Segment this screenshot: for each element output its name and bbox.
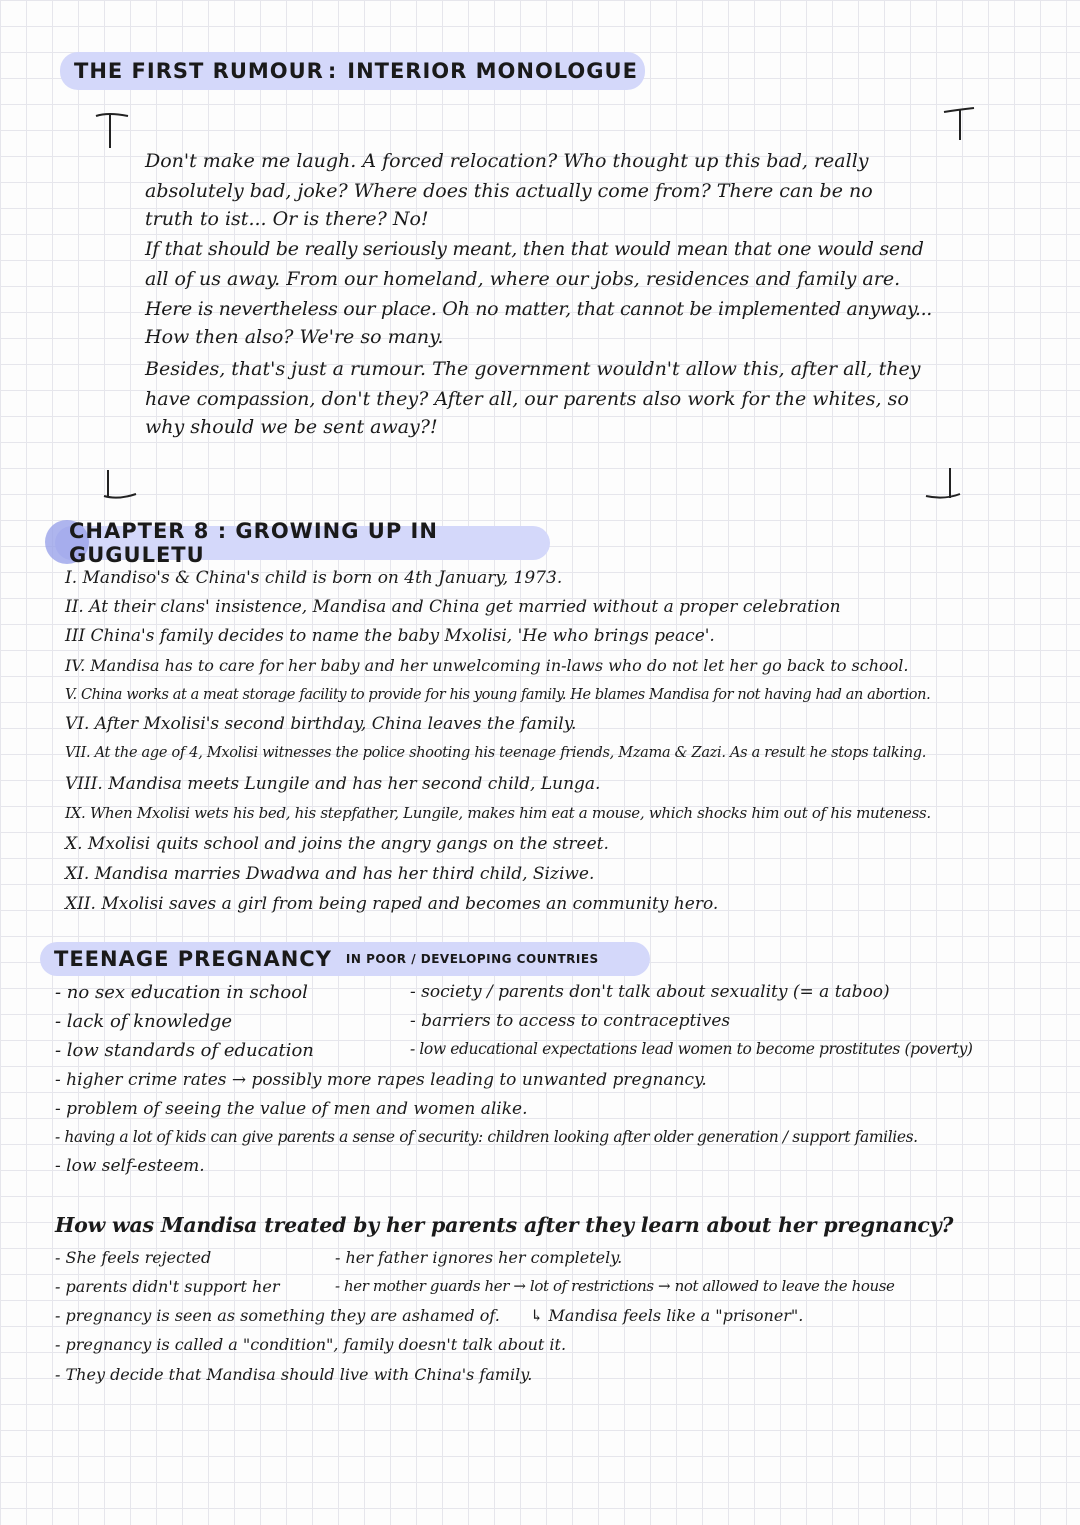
monologue-line: How then also? We're so many.	[145, 326, 444, 348]
corner-bottom-left	[98, 466, 142, 506]
rumour-heading-sub: INTERIOR MONOLOGUE	[347, 59, 638, 83]
teen-item: - having a lot of kids can give parents a sense of security: children looking after older generation / support families.	[55, 1128, 918, 1146]
monologue-line: why should we be sent away?!	[145, 416, 438, 438]
question-title: How was Mandisa treated by her parents after they learn about her pregnancy?	[55, 1213, 954, 1237]
chapter-item: IX. When Mxolisi wets his bed, his stepfather, Lungile, makes him eat a mouse, which shocks him out of his muteness.	[65, 804, 931, 822]
chapter-item: II. At their clans' insistence, Mandisa and China get married without a proper celebration	[65, 597, 841, 617]
teen-left-item: - lack of knowledge	[55, 1011, 233, 1032]
monologue-line: Besides, that's just a rumour. The government wouldn't allow this, after all, they	[145, 358, 921, 380]
chapter-item: V. China works at a meat storage facility to provide for his young family. He blames Mandisa for not having had an abortion.	[65, 687, 931, 703]
corner-top-left	[92, 112, 132, 152]
monologue-line: absolutely bad, joke? Where does this actually come from? There can be no	[145, 180, 873, 202]
teen-item: - problem of seeing the value of men and women alike.	[55, 1099, 528, 1119]
chapter-item: XII. Mxolisi saves a girl from being raped and becomes an community hero.	[65, 894, 719, 914]
chapter-heading	[55, 519, 550, 567]
answer-left-item: - pregnancy is seen as something they are ashamed of.	[55, 1306, 500, 1325]
chapter-item: XI. Mandisa marries Dwadwa and has her third child, Siziwe.	[65, 864, 595, 884]
rumour-heading-colon: :	[327, 59, 338, 83]
answer-left-item: - pregnancy is called a "condition", family doesn't talk about it.	[55, 1335, 567, 1354]
teen-subtitle: IN POOR / DEVELOPING COUNTRIES	[345, 952, 599, 966]
chapter-item: VIII. Mandisa meets Lungile and has her second child, Lunga.	[65, 774, 601, 794]
chapter-item: I. Mandiso's & China's child is born on 4th January, 1973.	[65, 568, 563, 588]
answer-right-item: - her mother guards her → lot of restrictions → not allowed to leave the house	[335, 1277, 895, 1295]
monologue-line: all of us away. From our homeland, where our jobs, residences and family are.	[145, 268, 901, 290]
teen-right-item: - barriers to access to contraceptives	[410, 1011, 731, 1031]
teen-item: - higher crime rates → possibly more rapes leading to unwanted pregnancy.	[55, 1070, 707, 1090]
monologue-line: have compassion, don't they? After all, our parents also work for the whites, so	[145, 388, 909, 410]
monologue-line: Don't make me laugh. A forced relocation? Who thought up this bad, really	[145, 150, 869, 172]
teen-heading	[40, 942, 650, 976]
teen-left-item: - no sex education in school	[55, 982, 308, 1003]
chapter-item: IV. Mandisa has to care for her baby and her unwelcoming in-laws who do not let her go back to school.	[65, 656, 909, 675]
chapter-item: X. Mxolisi quits school and joins the angry gangs on the street.	[65, 834, 609, 854]
corner-top-right	[940, 104, 980, 144]
answer-left-item: - She feels rejected	[55, 1248, 212, 1267]
teen-item: - low self-esteem.	[55, 1156, 205, 1176]
monologue-line: If that should be really seriously meant, then that would mean that one would send	[145, 238, 924, 260]
answer-left-item: - They decide that Mandisa should live with China's family.	[55, 1365, 533, 1384]
corner-bottom-right	[920, 466, 964, 506]
answer-right-item: - her father ignores her completely.	[335, 1248, 623, 1267]
chapter-item: III China's family decides to name the baby Mxolisi, 'He who brings peace'.	[65, 626, 715, 646]
teen-right-item: - low educational expectations lead women to become prostitutes (poverty)	[410, 1040, 973, 1058]
teen-right-item: - society / parents don't talk about sexuality (= a taboo)	[410, 982, 890, 1002]
teen-title: TEENAGE PREGNANCY	[54, 947, 332, 971]
rumour-heading-main: THE FIRST RUMOUR	[74, 59, 324, 83]
teen-left-item: - low standards of education	[55, 1040, 314, 1061]
chapter-item: VII. At the age of 4, Mxolisi witnesses the police shooting his teenage friends, Mzama & Zazi. As a result he stops talking.	[65, 745, 927, 761]
monologue-line: Here is nevertheless our place. Oh no matter, that cannot be implemented anyway...	[145, 298, 933, 320]
chapter-title: CHAPTER 8 : GROWING UP IN GUGULETU	[69, 519, 438, 567]
monologue-line: truth to ist... Or is there? No!	[145, 208, 429, 230]
answer-right-item: ↳ Mandisa feels like a "prisoner".	[530, 1306, 804, 1325]
answer-left-item: - parents didn't support her	[55, 1277, 280, 1296]
chapter-item: VI. After Mxolisi's second birthday, China leaves the family.	[65, 714, 577, 734]
rumour-heading	[60, 52, 645, 90]
